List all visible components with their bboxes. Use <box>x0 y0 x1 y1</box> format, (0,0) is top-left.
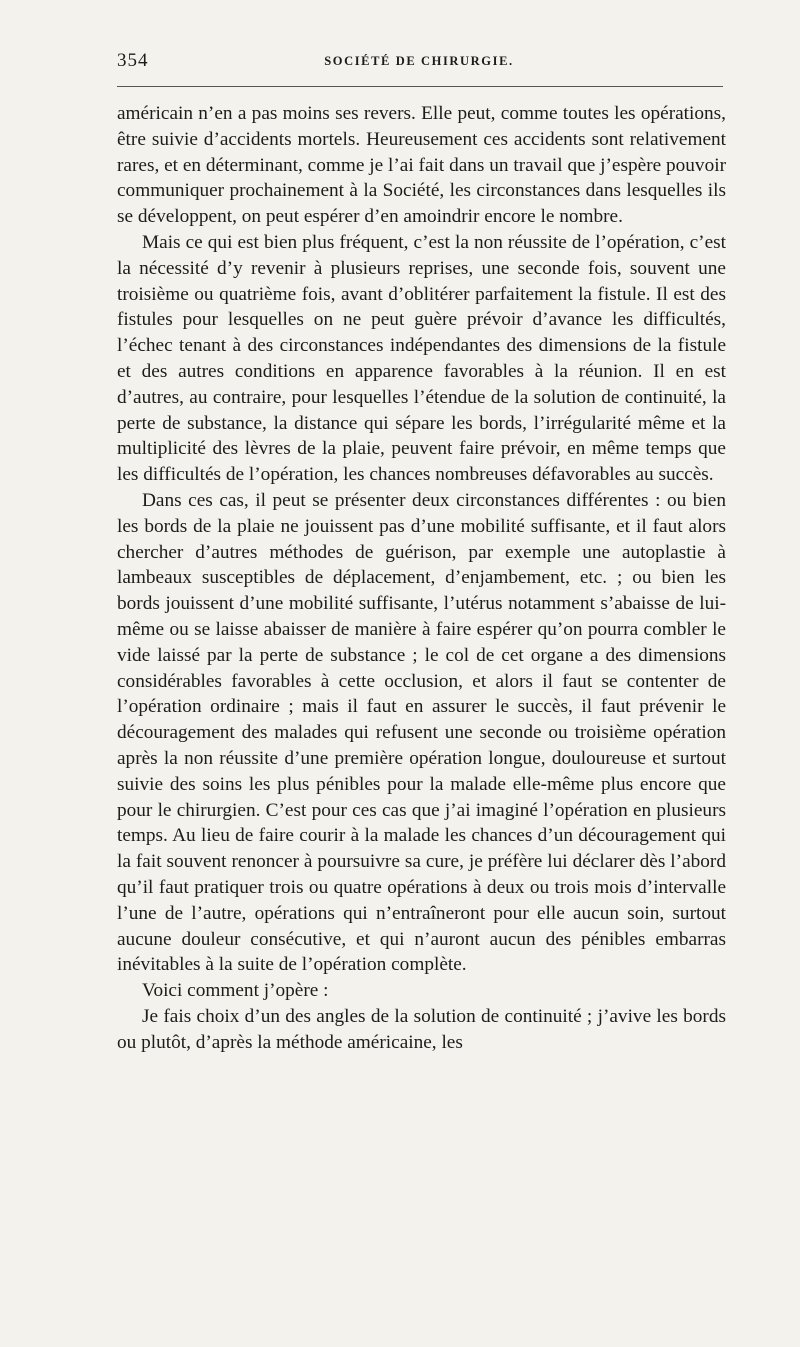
running-title: SOCIÉTÉ DE CHIRURGIE. <box>324 54 514 68</box>
paragraph: américain n’en a pas moins ses revers. Elle peut, comme toutes les opérations, être suivie d’accidents mortels. Heureusement ces accidents sont relativement rares, et en déterminant, comme je l’ai fait dans un travail que j’espère pouvoir communiquer prochainement à la Société, les circonstances dans lesquelles ils se développent, on peut espérer d’en amoindrir encore le nombre. <box>117 103 726 228</box>
page-number: 354 <box>117 50 149 71</box>
paragraph: Mais ce qui est bien plus fréquent, c’est la non réussite de l’opération, c’est la nécessité d’y revenir à plusieurs reprises, une seconde fois, souvent une troisième ou quatrième fois, avant d’oblitérer parfaitement la fistule. Il est des fistules pour lesquelles on ne peut guère prévoir d’avance les difficultés, l’échec tenant à des circonstances indépendantes des dimensions de la fistule et des autres conditions en apparence favorables à la réunion. Il en est d’autres, au contraire, pour lesquelles l’étendue de la solution de continuité, la perte de substance, la distance qui sépare les bords, l’irrégularité même et la multiplicité des lèvres de la plaie, peuvent faire prévoir, en même temps que les difficultés de l’opération, les chances nombreuses défavorables au succès. <box>117 231 726 486</box>
page-header <box>117 50 721 76</box>
header-rule <box>117 86 723 87</box>
paragraph: Voici comment j’opère : <box>142 980 329 1002</box>
paragraph: Je fais choix d’un des angles de la solution de continuité ; j’avive les bords ou plutôt, d’après la méthode américaine, les <box>117 1005 726 1053</box>
body-text <box>117 101 726 1055</box>
paragraph: Dans ces cas, il peut se présenter deux circonstances différentes : ou bien les bords de la plaie ne jouissent pas d’une mobilité suffisante, et il faut alors chercher d’autres méthodes de guérison, par exemple une autoplastie à lambeaux susceptibles de déplacement, d’enjambement, etc. ; ou bien les bords jouissent d’une mobilité suffisante, l’utérus notamment s’abaisse de lui-même ou se laisse abaisser de manière à faire espérer qu’on pourra combler le vide laissé par la perte de substance ; le col de cet organe a des dimensions considérables favorables à cette occlusion, et alors il faut se contenter de l’opération ordinaire ; mais il faut en assurer le succès, il faut prévenir le découragement des malades qui refusent une seconde ou troisième opération après la non réussite d’une première opération longue, douloureuse et surtout suivie des soins les plus pénibles pour la malade elle-même plus encore que pour le chirurgien. C’est pour ces cas que j’ai imaginé l’opération en plusieurs temps. Au lieu de faire courir à la malade les chances d’un découragement qui la fait souvent renoncer à poursuivre sa cure, je préfère lui déclarer dès l’abord qu’il faut pratiquer trois ou quatre opérations à deux ou trois mois d’intervalle l’une de l’autre, opérations qui n’entraîneront pour elle aucun soin, surtout aucune douleur consécutive, et qui n’auront aucun des pénibles embarras inévitables à la suite de l’opération complète. <box>117 489 726 976</box>
